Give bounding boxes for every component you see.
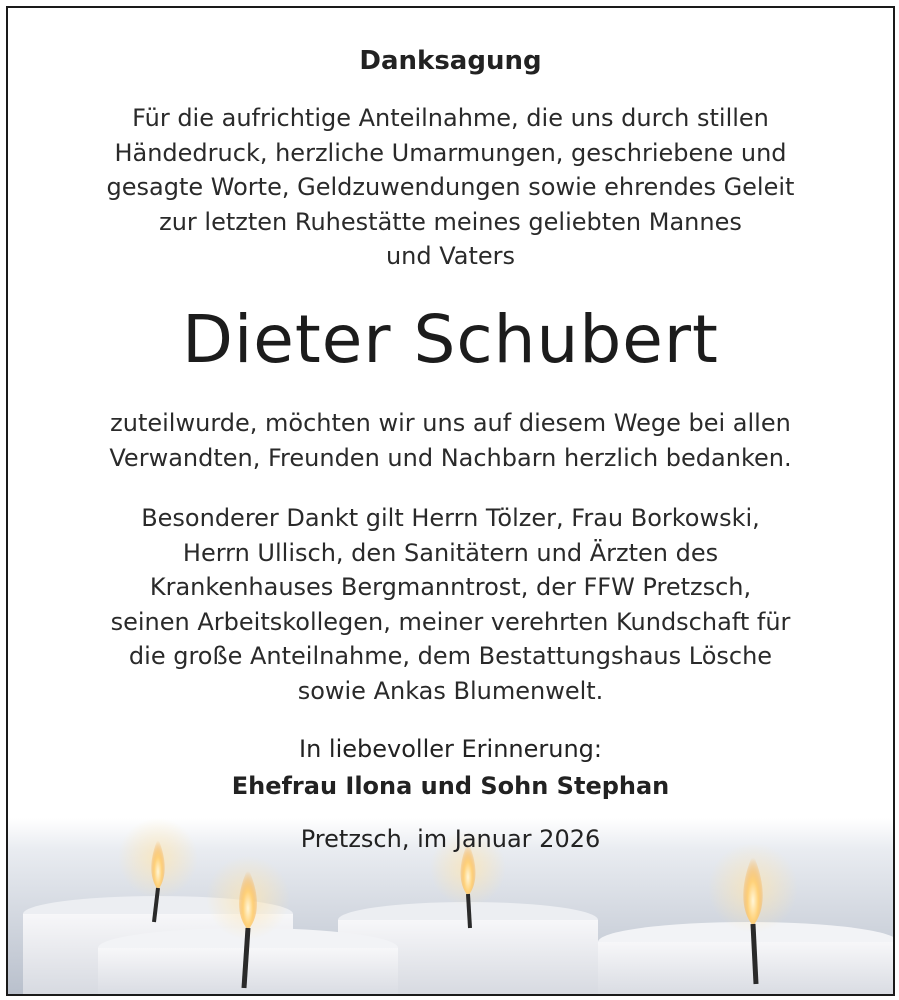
intro-line: Händedruck, herzliche Umarmungen, geschriebene und xyxy=(114,138,787,167)
thanks-line: zuteilwurde, möchten wir uns auf diesem Wege bei allen xyxy=(110,409,791,437)
intro-line: gesagte Worte, Geldzuwendungen sowie ehrendes Geleit xyxy=(106,173,795,201)
special-thanks-line: sowie Ankas Blumenwelt. xyxy=(297,676,604,705)
place-date: Pretzsch, im Januar 2026 xyxy=(300,825,601,853)
notice-frame xyxy=(6,6,895,996)
closing-phrase: In liebevoller Erinnerung: xyxy=(299,735,602,763)
special-thanks-line: Besonderer Dankt gilt Herrn Tölzer, Frau Borkowski, xyxy=(141,504,760,532)
deceased-name: Dieter Schubert xyxy=(182,301,719,378)
special-thanks-line: Krankenhauses Bergmanntrost, der FFW Pretzsch, xyxy=(149,573,752,601)
special-thanks-line: Herrn Ullisch, den Sanitätern und Ärzten des xyxy=(182,538,719,567)
thanks-paragraph xyxy=(8,406,893,475)
intro-line: zur letzten Ruhestätte meines geliebten Mannes xyxy=(159,207,742,236)
special-thanks-line: die große Anteilnahme, dem Bestattungshaus Lösche xyxy=(128,642,773,670)
special-thanks-line: seinen Arbeitskollegen, meiner verehrten Kundschaft für xyxy=(110,607,791,636)
thanks-line: Verwandten, Freunden und Nachbarn herzlich bedanken. xyxy=(109,443,792,472)
intro-line: und Vaters xyxy=(385,242,516,270)
notice-heading: Danksagung xyxy=(359,46,542,76)
special-thanks-paragraph xyxy=(8,501,893,708)
intro-paragraph xyxy=(8,101,893,274)
intro-line: Für die aufrichtige Anteilnahme, die uns durch stillen xyxy=(132,104,769,132)
signers: Ehefrau Ilona und Sohn Stephan xyxy=(231,772,670,800)
